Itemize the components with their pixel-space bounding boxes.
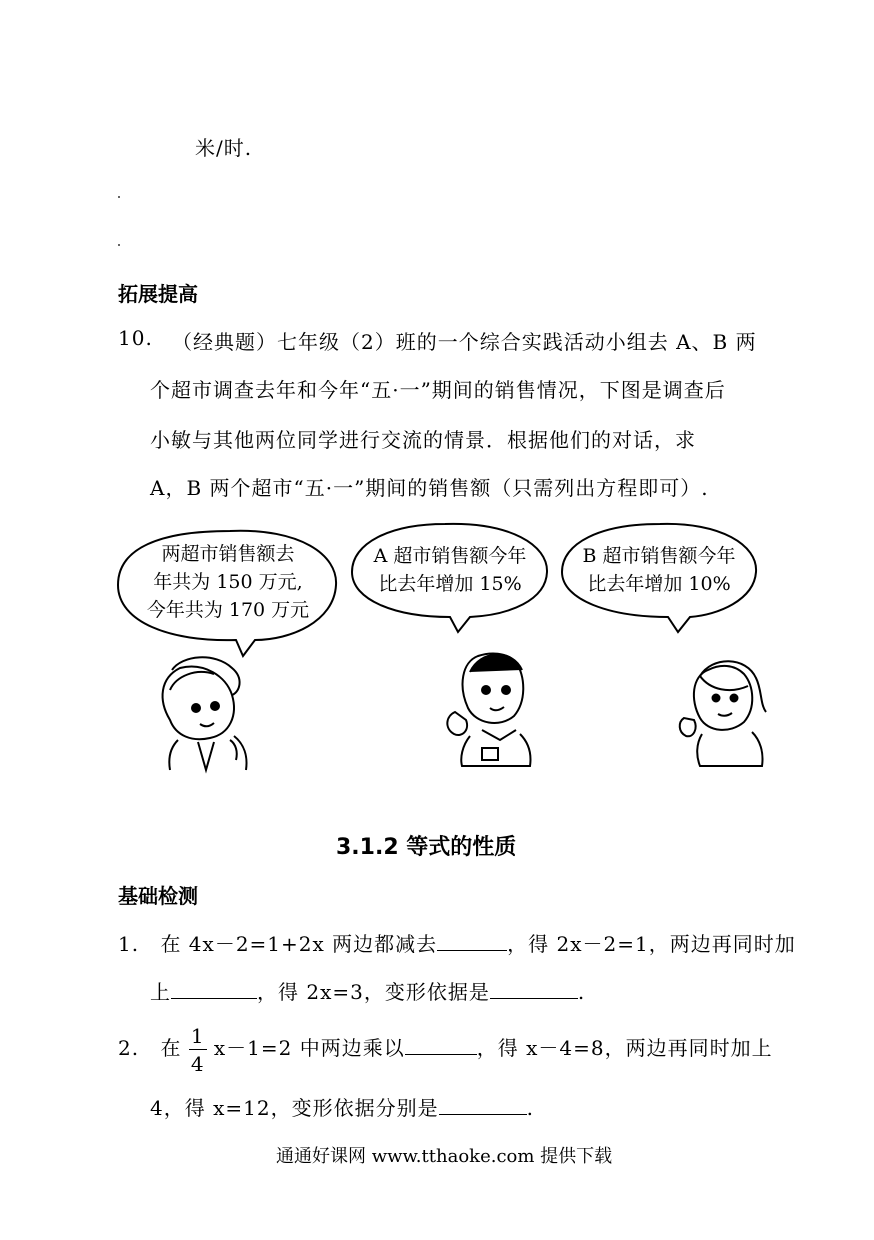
- girl-right-figure: [680, 661, 766, 766]
- section-title-3-1-2: 3.1.2 等式的性质: [336, 835, 517, 860]
- bubble-3-text: [568, 542, 750, 598]
- bubble-1-line: 两超市销售额去: [161, 543, 295, 565]
- question-2-text: 4，得 x=12，变形依据分别是: [150, 1096, 439, 1120]
- section-subheading-basic: 基础检测: [118, 884, 198, 908]
- bubble-3-line: 比去年增加 10%: [587, 573, 731, 595]
- problem-10-line: 小敏与其他两位同学进行交流的情景．根据他们的对话，求: [150, 428, 696, 452]
- unit-line: 米/时.: [195, 136, 253, 160]
- bubble-1-text: [132, 540, 324, 624]
- bubble-2-line: A 超市销售额今年: [373, 545, 527, 567]
- answer-blank[interactable]: [490, 980, 578, 999]
- question-2-line2: [150, 1092, 534, 1121]
- bubble-2-text: [360, 542, 540, 598]
- problem-10-line: A，B 两个超市“五·一”期间的销售额（只需列出方程即可）.: [150, 476, 709, 500]
- question-1-text: .: [577, 980, 586, 1004]
- question-2-number: 2.: [118, 1036, 140, 1060]
- fraction-one-quarter: [189, 1023, 207, 1076]
- answer-blank[interactable]: [437, 932, 507, 951]
- bubble-1-line: 今年共为 170 万元: [146, 599, 310, 621]
- question-2-text: 在: [160, 1036, 182, 1060]
- question-1-text: ，得 2x－2=1，两边再同时加: [507, 932, 796, 956]
- question-1-line2: [150, 976, 585, 1005]
- problem-10-line: （经典题）七年级（2）班的一个综合实践活动小组去 A、B 两: [172, 330, 757, 354]
- problem-10-number: 10.: [118, 326, 153, 350]
- bubble-2-line: 比去年增加 15%: [378, 573, 522, 595]
- problem-10-line: 个超市调查去年和今年“五·一”期间的销售情况，下图是调查后: [150, 378, 726, 402]
- answer-blank[interactable]: [171, 980, 257, 999]
- question-2-line1: [118, 1018, 773, 1078]
- question-1-line1: [118, 928, 796, 957]
- footer-source: 通通好课网 www.tthaoke.com 提供下载: [276, 1146, 613, 1167]
- section-heading-extend: 拓展提高: [118, 282, 198, 306]
- boy-middle-figure: [447, 654, 530, 766]
- question-2-text: .: [526, 1096, 534, 1120]
- question-1-text: ，得 2x=3，变形依据是: [257, 980, 490, 1004]
- question-1-text: 上: [150, 980, 171, 1004]
- answer-blank[interactable]: [439, 1096, 527, 1115]
- question-1-number: 1.: [118, 932, 140, 956]
- question-2-text: x－1=2 中两边乘以: [213, 1036, 405, 1060]
- fraction-denominator: 4: [190, 1051, 205, 1076]
- bubble-3-line: B 超市销售额今年: [582, 545, 736, 567]
- bubble-1-line: 年共为 150 万元,: [153, 571, 303, 593]
- answer-blank[interactable]: [405, 1036, 477, 1055]
- fraction-numerator: 1: [190, 1023, 205, 1048]
- question-1-text: 在 4x－2=1+2x 两边都减去: [160, 932, 438, 956]
- girl-left-figure: [163, 657, 247, 770]
- question-2-text: ，得 x－4=8，两边再同时加上: [476, 1036, 773, 1060]
